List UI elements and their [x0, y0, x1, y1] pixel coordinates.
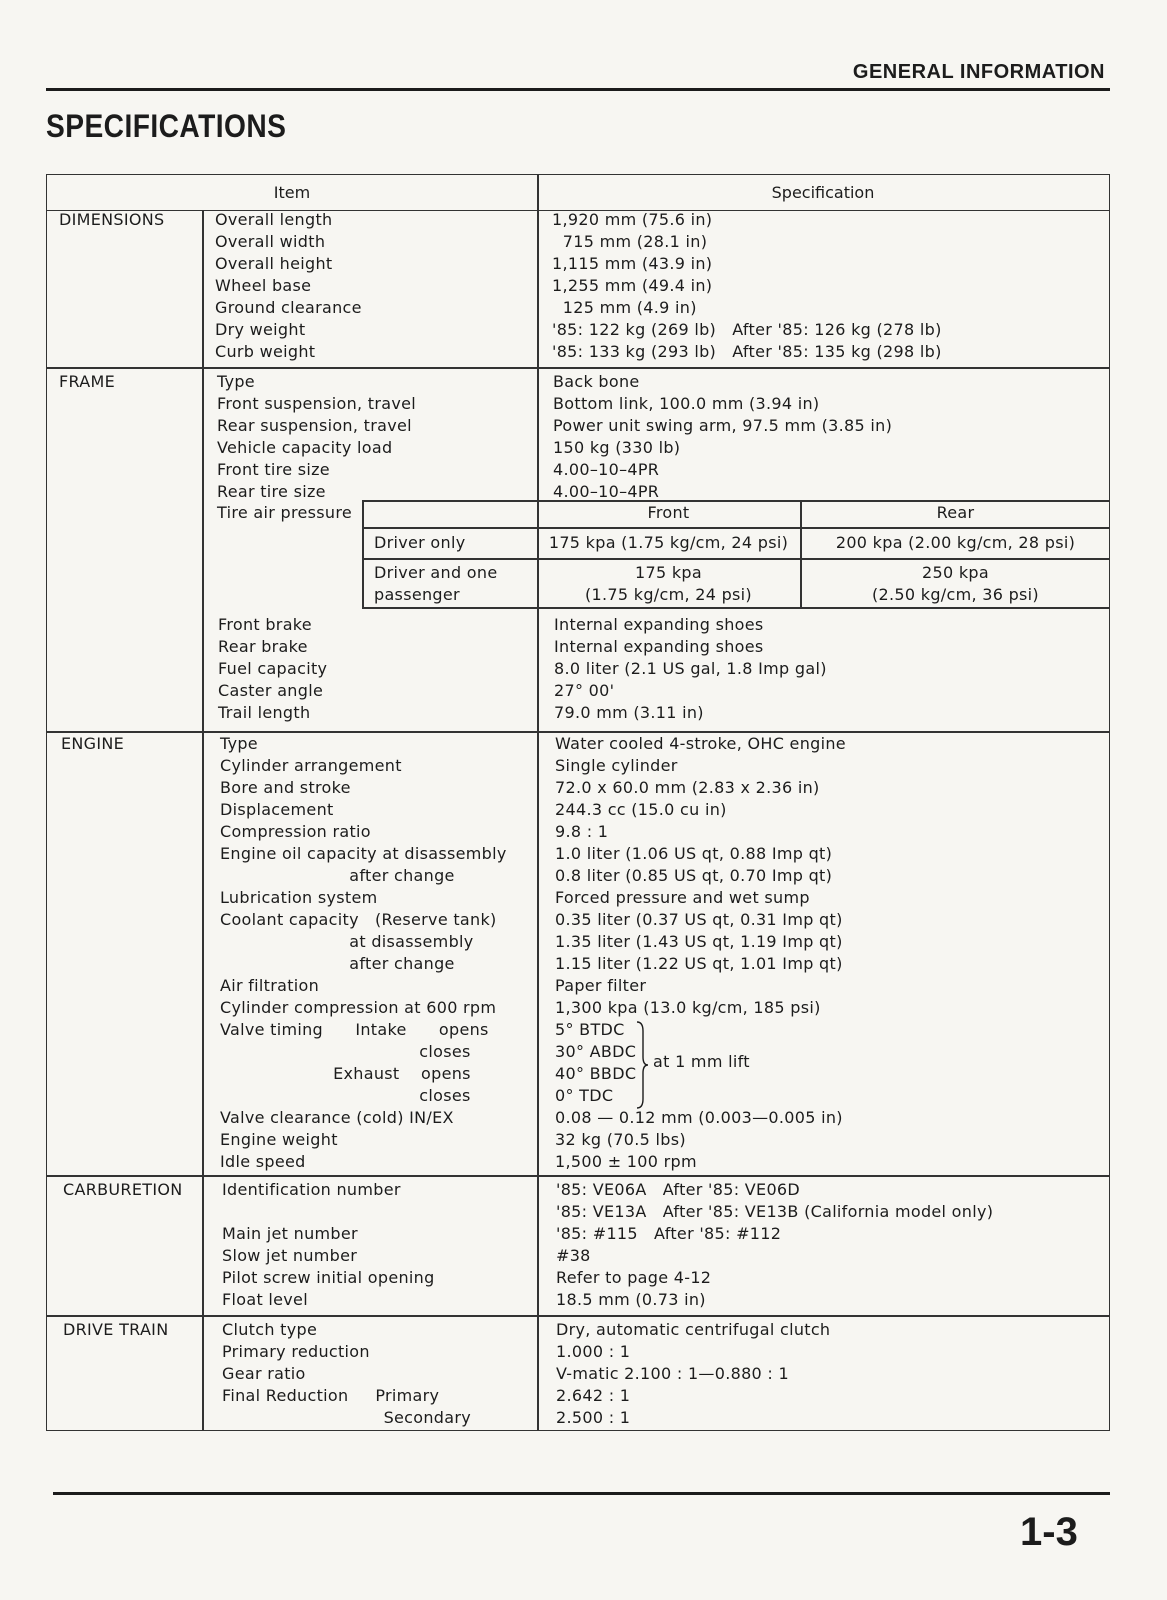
- header-rule: [46, 88, 1110, 91]
- item-label: Overall width: [215, 232, 326, 251]
- item-label: Tire air pressure: [217, 503, 353, 522]
- tire-value: (1.75 kg/cm, 24 psi): [585, 585, 752, 604]
- valve-timing-note: at 1 mm lift: [653, 1052, 750, 1071]
- spec-value: 1,115 mm (43.9 in): [552, 254, 713, 273]
- item-label: closes: [220, 1042, 471, 1061]
- spec-value: 9.8 : 1: [555, 822, 609, 841]
- category-dimensions: DIMENSIONS: [59, 210, 165, 229]
- item-label: Type: [220, 734, 258, 753]
- item-label: Rear suspension, travel: [217, 416, 412, 435]
- item-label: Cylinder arrangement: [220, 756, 402, 775]
- item-label: Identification number: [222, 1180, 401, 1199]
- spec-value: '85: VE06A After '85: VE06D: [556, 1180, 801, 1199]
- item-label: Type: [217, 372, 255, 391]
- spec-value: Internal expanding shoes: [554, 637, 764, 656]
- tire-value: 175 kpa (1.75 kg/cm, 24 psi): [548, 533, 789, 552]
- item-label: Curb weight: [215, 342, 316, 361]
- item-label: Main jet number: [222, 1224, 358, 1243]
- spec-value: 1,300 kpa (13.0 kg/cm, 185 psi): [555, 998, 821, 1017]
- item-label: Front brake: [218, 615, 312, 634]
- spec-value: 1.0 liter (1.06 US qt, 0.88 Imp qt): [555, 844, 833, 863]
- spec-value: Paper filter: [555, 976, 647, 995]
- spec-value: 150 kg (330 lb): [553, 438, 681, 457]
- item-label: Exhaust opens: [220, 1064, 471, 1083]
- divider: [47, 1175, 1109, 1177]
- divider: [47, 367, 1109, 369]
- item-label: Slow jet number: [222, 1246, 358, 1265]
- item-label: Wheel base: [215, 276, 312, 295]
- item-label: Ground clearance: [215, 298, 362, 317]
- item-label: Rear tire size: [217, 482, 326, 501]
- spec-value: Back bone: [553, 372, 640, 391]
- spec-value: 79.0 mm (3.11 in): [554, 703, 704, 722]
- spec-value: 72.0 x 60.0 mm (2.83 x 2.36 in): [555, 778, 820, 797]
- spec-value: 4.00–10–4PR: [553, 460, 660, 479]
- spec-value: 5° BTDC: [555, 1020, 625, 1039]
- spec-value: 125 mm (4.9 in): [552, 298, 697, 317]
- item-label: Bore and stroke: [220, 778, 351, 797]
- item-label: Coolant capacity (Reserve tank): [220, 910, 497, 929]
- spec-value: 32 kg (70.5 lbs): [555, 1130, 686, 1149]
- spec-value: '85: #115 After '85: #112: [556, 1224, 782, 1243]
- item-label: closes: [220, 1086, 471, 1105]
- category-frame: FRAME: [59, 372, 116, 391]
- category-drive-train: DRIVE TRAIN: [63, 1320, 169, 1339]
- item-label: Overall height: [215, 254, 333, 273]
- item-label: Gear ratio: [222, 1364, 306, 1383]
- spec-value: 1.000 : 1: [556, 1342, 631, 1361]
- tire-value: 175 kpa: [635, 563, 702, 582]
- tire-value: (2.50 kg/cm, 36 psi): [872, 585, 1039, 604]
- item-label: Engine weight: [220, 1130, 338, 1149]
- spec-value: #38: [556, 1246, 591, 1265]
- spec-value: Bottom link, 100.0 mm (3.94 in): [553, 394, 820, 413]
- tire-value: 200 kpa (2.00 kg/cm, 28 psi): [835, 533, 1076, 552]
- item-label: Engine oil capacity at disassembly: [220, 844, 507, 863]
- table-header-row: [47, 175, 1109, 211]
- item-label: Pilot screw initial opening: [222, 1268, 435, 1287]
- spec-value: 0.08 — 0.12 mm (0.003—0.005 in): [555, 1108, 843, 1127]
- spec-value: 0° TDC: [555, 1086, 614, 1105]
- tire-row-driver-passenger: passenger: [374, 585, 460, 604]
- spec-value: 18.5 mm (0.73 in): [556, 1290, 706, 1309]
- spec-value: 1.35 liter (1.43 US qt, 1.19 Imp qt): [555, 932, 843, 951]
- divider: [362, 500, 364, 608]
- item-label: after change: [220, 954, 455, 973]
- item-label: at disassembly: [220, 932, 474, 951]
- spec-value: '85: 122 kg (269 lb) After '85: 126 kg (278 lb): [552, 320, 942, 339]
- spec-value: Refer to page 4-12: [556, 1268, 712, 1287]
- spec-value: 1,920 mm (75.6 in): [552, 210, 713, 229]
- item-label: Valve clearance (cold) IN/EX: [220, 1108, 454, 1127]
- item-label: Trail length: [218, 703, 311, 722]
- tire-col-rear: Rear: [936, 503, 975, 522]
- spec-value: 715 mm (28.1 in): [552, 232, 708, 251]
- item-label: Overall length: [215, 210, 333, 229]
- tire-value: 250 kpa: [922, 563, 989, 582]
- item-label: Rear brake: [218, 637, 308, 656]
- item-label: Front tire size: [217, 460, 330, 479]
- item-label: Float level: [222, 1290, 308, 1309]
- spec-value: 4.00–10–4PR: [553, 482, 660, 501]
- spec-value: 27° 00': [554, 681, 615, 700]
- item-label: Lubrication system: [220, 888, 378, 907]
- spec-value: 40° BBDC: [555, 1064, 637, 1083]
- item-label: Final Reduction Primary: [222, 1386, 440, 1405]
- item-label: Valve timing Intake opens: [220, 1020, 489, 1039]
- item-label: Secondary: [222, 1408, 472, 1427]
- divider: [362, 527, 1109, 529]
- spec-value: 1.15 liter (1.22 US qt, 1.01 Imp qt): [555, 954, 843, 973]
- tire-col-front: Front: [647, 503, 690, 522]
- item-label: Caster angle: [218, 681, 324, 700]
- spec-value: 30° ABDC: [555, 1042, 637, 1061]
- spec-value: Power unit swing arm, 97.5 mm (3.85 in): [553, 416, 893, 435]
- item-label: Displacement: [220, 800, 334, 819]
- tire-row-driver-only: Driver only: [374, 533, 466, 552]
- spec-value: 0.8 liter (0.85 US qt, 0.70 Imp qt): [555, 866, 833, 885]
- spec-value: Dry, automatic centrifugal clutch: [556, 1320, 831, 1339]
- item-label: Primary reduction: [222, 1342, 370, 1361]
- footer-rule: [53, 1492, 1110, 1495]
- column-header-item: Item: [273, 183, 311, 202]
- section-heading: GENERAL INFORMATION: [852, 61, 1105, 83]
- spec-value: Water cooled 4-stroke, OHC engine: [555, 734, 846, 753]
- category-engine: ENGINE: [61, 734, 125, 753]
- item-label: after change: [220, 866, 455, 885]
- item-label: Fuel capacity: [218, 659, 328, 678]
- brace-icon: [635, 1021, 649, 1109]
- spec-value: 1,255 mm (49.4 in): [552, 276, 713, 295]
- item-label: Cylinder compression at 600 rpm: [220, 998, 497, 1017]
- spec-value: 1,500 ± 100 rpm: [555, 1152, 697, 1171]
- divider: [537, 175, 539, 1430]
- spec-value: 8.0 liter (2.1 US gal, 1.8 Imp gal): [554, 659, 827, 678]
- spec-value: '85: 133 kg (293 lb) After '85: 135 kg (298 lb): [552, 342, 942, 361]
- item-label: Idle speed: [220, 1152, 306, 1171]
- category-carburetion: CARBURETION: [63, 1180, 183, 1199]
- spec-value: Single cylinder: [555, 756, 678, 775]
- item-label: Dry weight: [215, 320, 306, 339]
- spec-value: 244.3 cc (15.0 cu in): [555, 800, 727, 819]
- divider: [362, 607, 1109, 609]
- item-label: Front suspension, travel: [217, 394, 417, 413]
- spec-value: '85: VE13A After '85: VE13B (California model only): [556, 1202, 994, 1221]
- divider: [362, 558, 1109, 560]
- specifications-table: [46, 174, 1110, 1431]
- column-header-specification: Specification: [771, 183, 875, 202]
- tire-row-driver-passenger: Driver and one: [374, 563, 498, 582]
- item-label: Vehicle capacity load: [217, 438, 393, 457]
- spec-value: Internal expanding shoes: [554, 615, 764, 634]
- spec-value: 2.642 : 1: [556, 1386, 631, 1405]
- item-label: Clutch type: [222, 1320, 318, 1339]
- item-label: Compression ratio: [220, 822, 371, 841]
- item-label: Air filtration: [220, 976, 320, 995]
- page-number: 1-3: [1020, 1510, 1078, 1554]
- spec-value: 0.35 liter (0.37 US qt, 0.31 Imp qt): [555, 910, 843, 929]
- divider: [202, 210, 204, 1430]
- spec-value: 2.500 : 1: [556, 1408, 631, 1427]
- divider: [47, 1315, 1109, 1317]
- page-title: SPECIFICATIONS: [46, 108, 287, 144]
- spec-value: Forced pressure and wet sump: [555, 888, 810, 907]
- spec-value: V-matic 2.100 : 1—0.880 : 1: [556, 1364, 789, 1383]
